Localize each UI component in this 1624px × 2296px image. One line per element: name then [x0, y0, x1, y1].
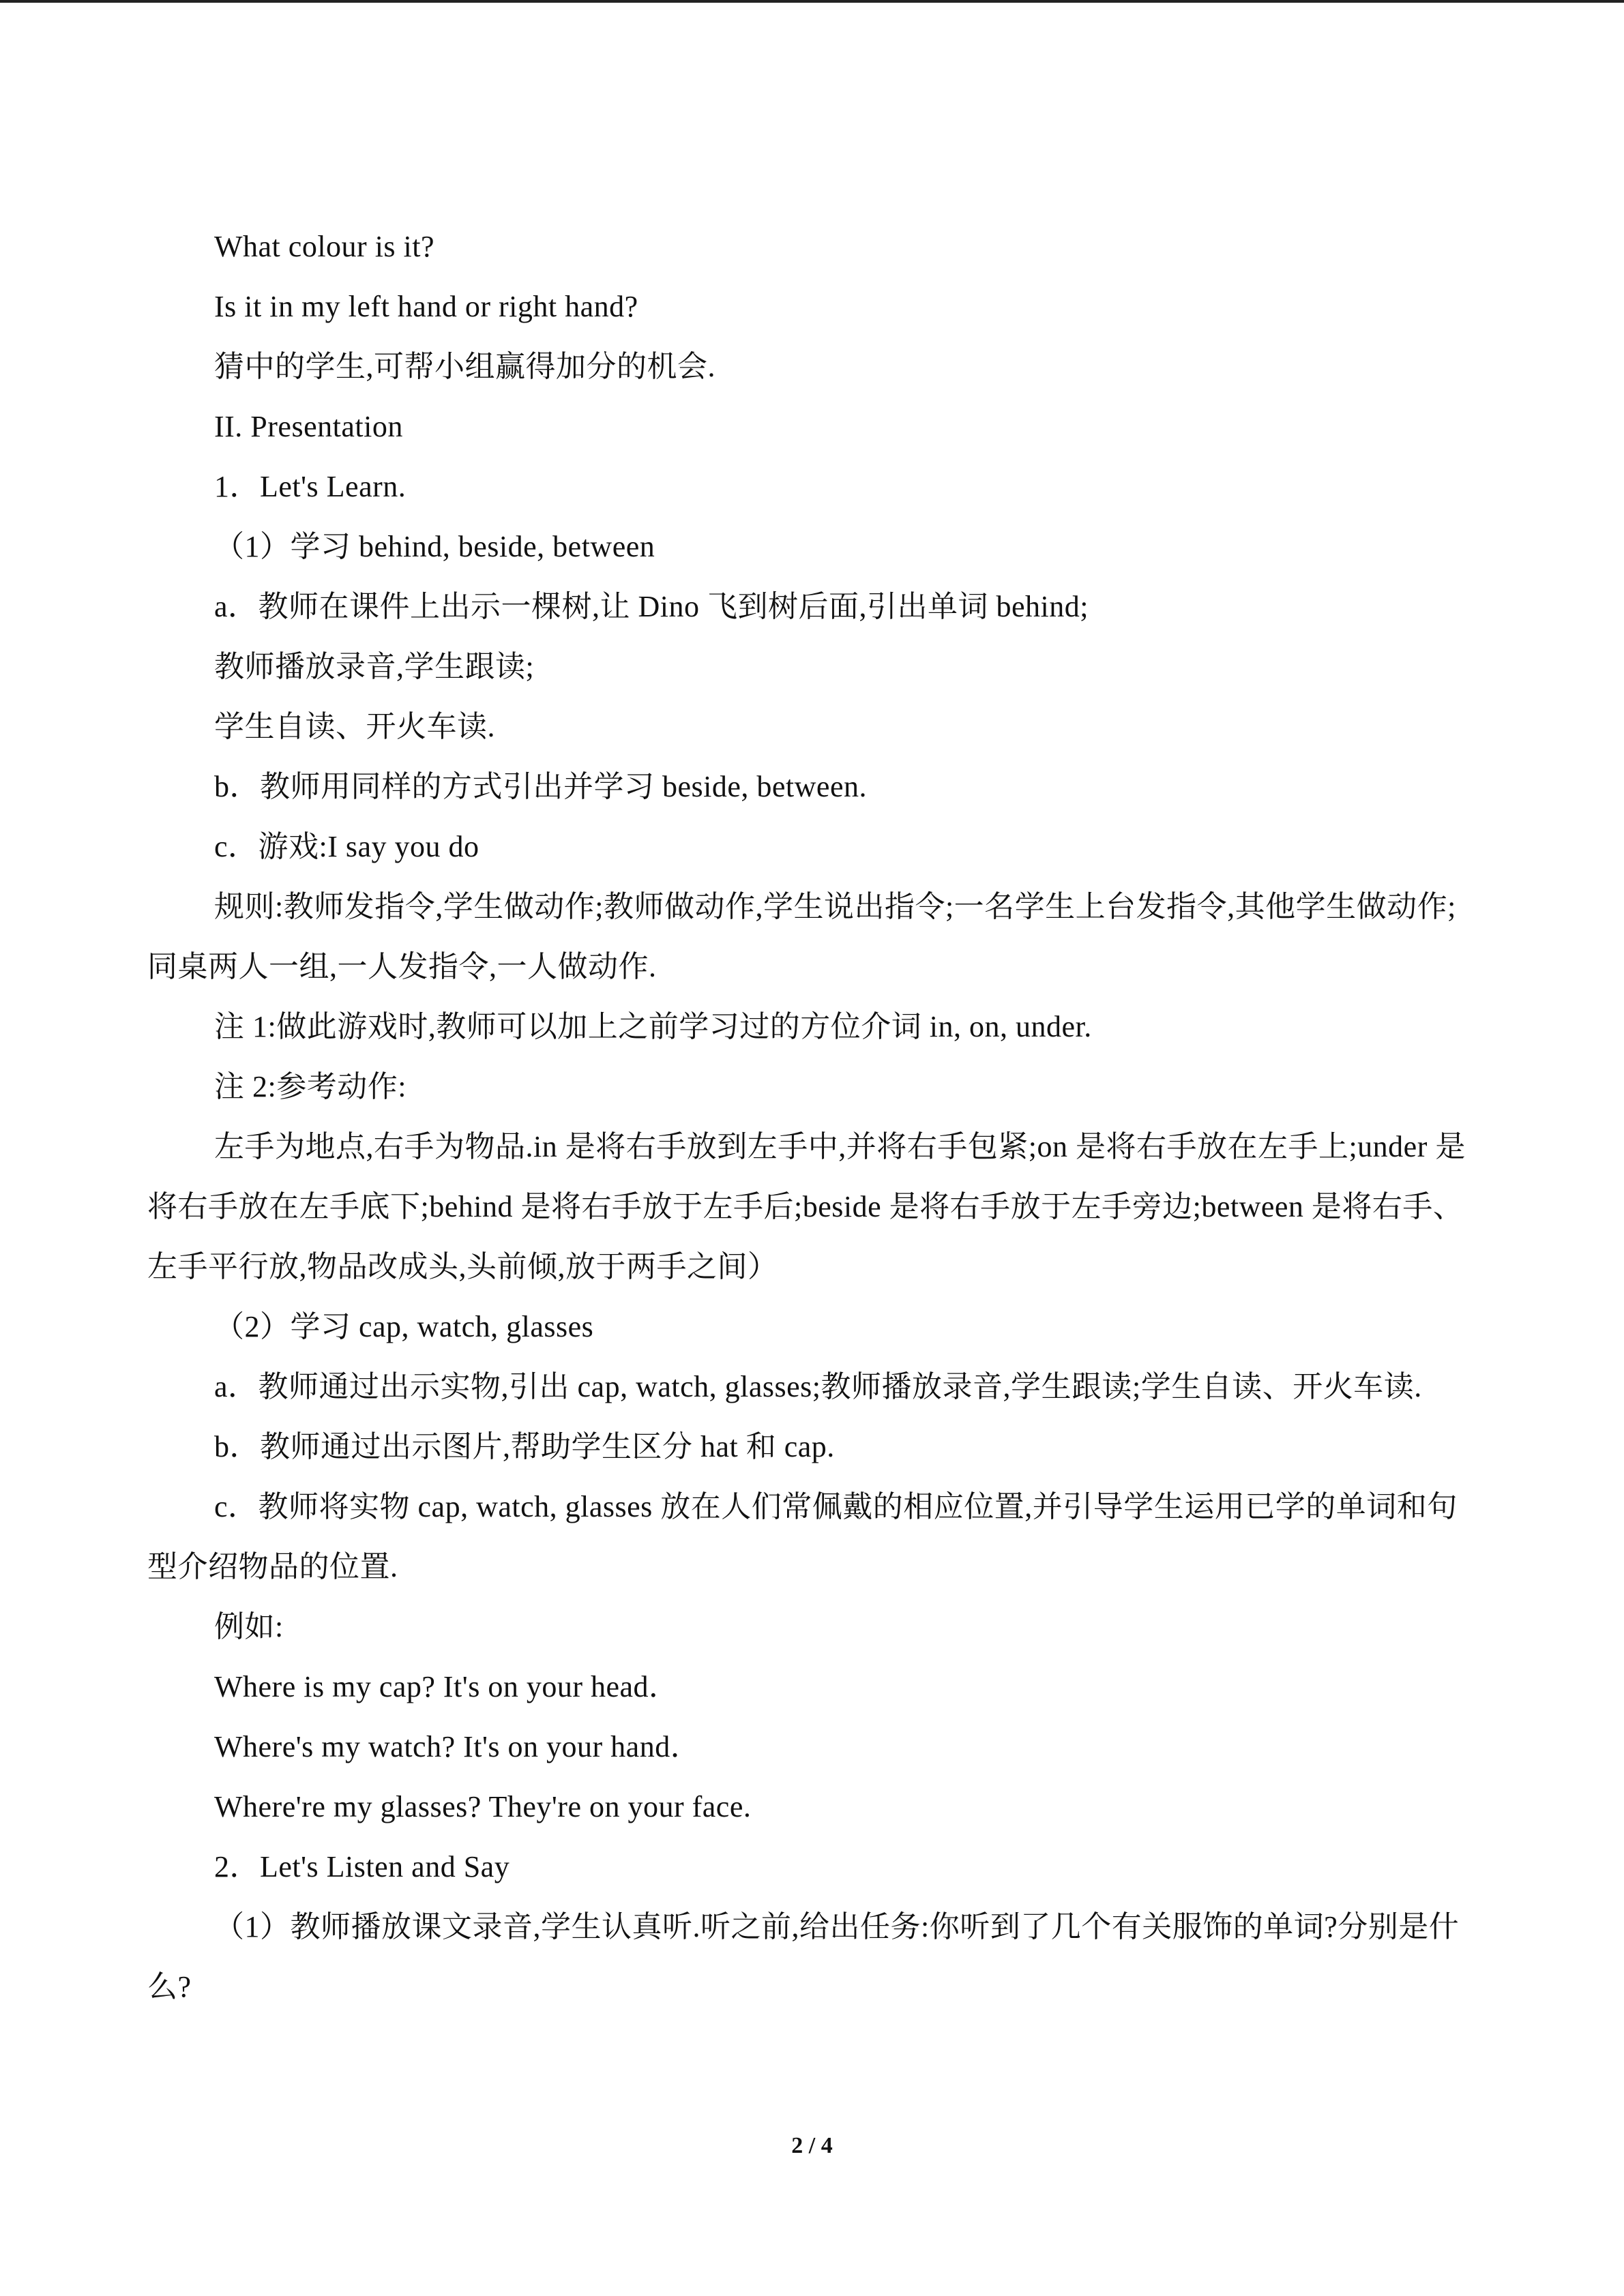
section-heading: II. Presentation	[214, 410, 403, 443]
paragraph: What colour is it?	[214, 230, 435, 263]
paragraph: （2）学习 cap, watch, glasses	[214, 1310, 594, 1343]
paragraph: 规则:教师发指令,学生做动作;教师做动作,学生说出指令;一名学生上台发指令,其他学生做动作;同桌两人一组,一人发指令,一人做动作.	[147, 890, 1456, 983]
top-border-line	[0, 0, 1624, 3]
paragraph: （1）学习 behind, beside, between	[214, 530, 655, 563]
paragraph: Where is my cap? It's on your head．	[214, 1670, 679, 1703]
paragraph: 猜中的学生,可帮小组赢得加分的机会.	[214, 350, 715, 383]
paragraph: 左手为地点,右手为物品.in 是将右手放到左手中,并将右手包紧;on 是将右手放在左手上;under 是将右手放在左手底下;behind 是将右手放于左手后;beside 是将右手放于左手旁边;between 是将右手、左手平行放,物品改成头,头前倾,放于两手之间）	[147, 1130, 1466, 1283]
paragraph: Where're my glasses? They're on your face.	[214, 1790, 752, 1823]
paragraph: b．教师通过出示图片,帮助学生区分 hat 和 cap.	[214, 1430, 835, 1463]
document-body	[147, 217, 1477, 2017]
paragraph: 教师播放录音,学生跟读;	[214, 650, 535, 683]
subsection-heading: 1．Let's Learn.	[214, 470, 407, 503]
paragraph: 例如:	[214, 1610, 284, 1643]
paragraph: Is it in my left hand or right hand?	[214, 290, 638, 323]
paragraph: c．教师将实物 cap, watch, glasses 放在人们常佩戴的相应位置,并引导学生运用已学的单词和句型介绍物品的位置.	[147, 1490, 1458, 1583]
paragraph: 注 1:做此游戏时,教师可以加上之前学习过的方位介词 in, on, under.	[214, 1010, 1092, 1043]
paragraph: a．教师通过出示实物,引出 cap, watch, glasses;教师播放录音,学生跟读;学生自读、开火车读.	[214, 1370, 1422, 1403]
paragraph: 学生自读、开火车读.	[214, 710, 495, 743]
paragraph: c．游戏:I say you do	[214, 830, 479, 863]
subsection-heading: 2．Let's Listen and Say	[214, 1850, 510, 1883]
paragraph: b．教师用同样的方式引出并学习 beside, between.	[214, 770, 867, 803]
paragraph: （1）教师播放课文录音,学生认真听.听之前,给出任务:你听到了几个有关服饰的单词?分别是什么?	[147, 1910, 1460, 2003]
paragraph: a．教师在课件上出示一棵树,让 Dino 飞到树后面,引出单词 behind;	[214, 590, 1089, 623]
paragraph: 注 2:参考动作:	[214, 1070, 407, 1103]
paragraph: Where's my watch? It's on your hand．	[214, 1730, 701, 1763]
page-number: 2 / 4	[791, 2133, 833, 2158]
